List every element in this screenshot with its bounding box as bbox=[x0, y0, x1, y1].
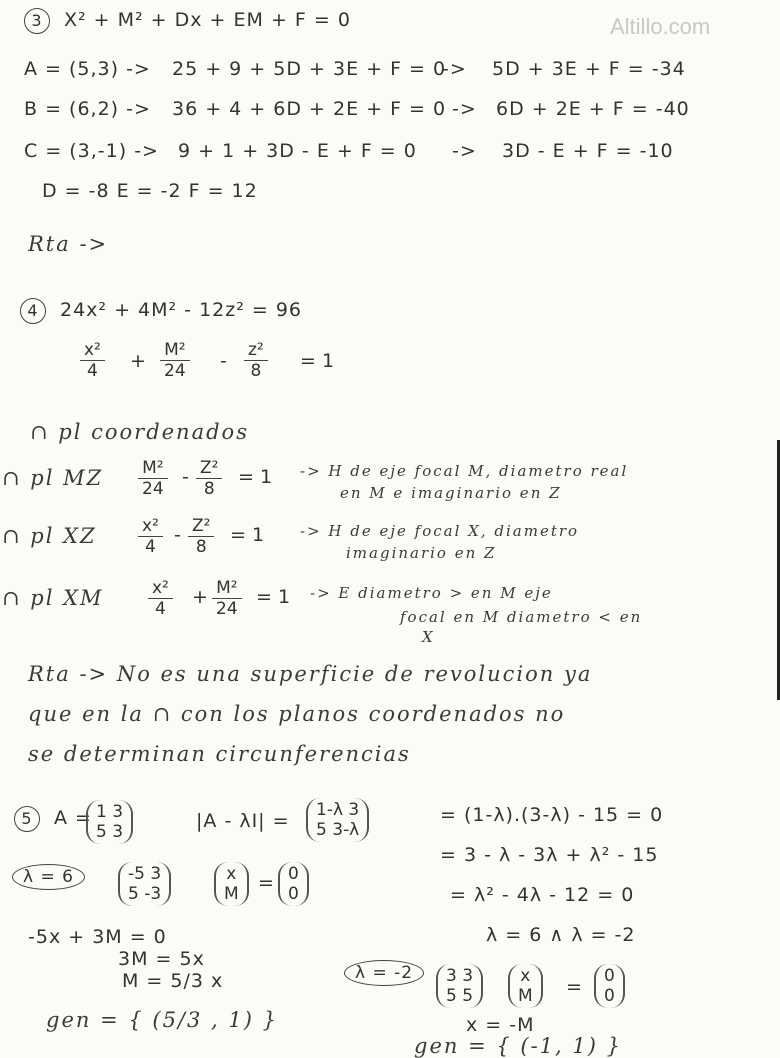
ex3-row-c-arrow: -> bbox=[452, 140, 477, 162]
ex5-sys2-zero-2: 0 bbox=[604, 986, 615, 1006]
ex4-plane-mz-op: - bbox=[182, 466, 189, 488]
ex4-frac2-den: 24 bbox=[164, 361, 186, 381]
ex5-det-matrix bbox=[306, 798, 369, 842]
ex3-solution: D = -8 E = -2 F = 12 bbox=[42, 180, 258, 202]
ex4-plane-xm-d1: 4 bbox=[155, 599, 166, 619]
ex5-det-step-1: = (1-λ).(3-λ) - 15 = 0 bbox=[440, 804, 664, 826]
ex3-row-c-expanded: 9 + 1 + 3D - E + F = 0 bbox=[178, 140, 417, 162]
ex5-number: 5 bbox=[14, 806, 40, 832]
ex5-lambda1: λ = 6 bbox=[12, 864, 85, 890]
ex4-plane-xm-n2: M² bbox=[212, 578, 242, 599]
ex4-plane-mz-desc2: en M e imaginario en Z bbox=[340, 484, 562, 502]
ex4-fraction-2 bbox=[160, 340, 190, 381]
ex4-op2: - bbox=[220, 350, 227, 372]
ex5-sys2-equals: = bbox=[566, 976, 582, 998]
ex5-sys1-zero bbox=[278, 862, 309, 906]
ex5-det-step-4: λ = 6 ∧ λ = -2 bbox=[486, 924, 636, 946]
ex5-det-matrix-row1: 1-λ 3 bbox=[316, 800, 360, 820]
ex3-rta: Rta -> bbox=[28, 232, 109, 256]
ex5-gen1: gen = { (5/3 , 1) } bbox=[46, 1008, 278, 1032]
watermark: Altillo.com bbox=[610, 14, 711, 39]
ex3-row-b-expanded: 36 + 4 + 6D + 2E + F = 0 bbox=[172, 98, 447, 120]
ex4-plane-xm-desc1: -> E diametro > en M eje bbox=[310, 584, 553, 602]
ex3-header bbox=[24, 8, 351, 34]
ex4-frac3-den: 8 bbox=[250, 361, 262, 381]
ex4-plane-xm-n1: x² bbox=[148, 578, 173, 599]
ex5-sys1-equals: = bbox=[258, 872, 274, 894]
ex5-sys1-matrix-row2: 5 -3 bbox=[128, 884, 162, 904]
ex4-rta-line-2: que en la ∩ con los planos coordenados no bbox=[28, 702, 566, 726]
ex4-plane-xm-desc3: X bbox=[422, 628, 435, 646]
ex3-row-b-result: 6D + 2E + F = -40 bbox=[496, 98, 690, 120]
ex5-sys1-matrix-row1: -5 3 bbox=[128, 864, 162, 884]
ex4-plane-mz-n2: Z² bbox=[196, 458, 222, 479]
ex4-plane-mz-d1: 24 bbox=[142, 479, 164, 499]
ex4-op1: + bbox=[130, 350, 146, 372]
ex4-intersect-title: ∩ pl coordenados bbox=[30, 420, 249, 444]
ex5-sys2-zero-1: 0 bbox=[604, 966, 615, 986]
ex5-sys1-zero-1: 0 bbox=[288, 864, 299, 884]
ex4-frac1-den: 4 bbox=[87, 361, 98, 381]
ex5-gen2: gen = { (-1, 1) } bbox=[414, 1034, 622, 1058]
ex4-plane-xz-frac1 bbox=[138, 516, 163, 557]
ex4-frac2-num: M² bbox=[160, 340, 190, 361]
ex3-row-a-expanded: 25 + 9 + 5D + 3E + F = 0 bbox=[172, 58, 447, 80]
ex4-plane-xz-desc1: -> H de eje focal X, diametro bbox=[300, 522, 580, 540]
ex4-plane-mz-desc1: -> H de eje focal M, diametro real bbox=[300, 462, 629, 480]
ex5-sys2-vector-x: x bbox=[520, 966, 531, 986]
ex5-work1-line2: 3M = 5x bbox=[118, 948, 205, 970]
ex5-det-matrix-row2: 5 3-λ bbox=[316, 820, 360, 840]
ex4-plane-mz-frac1 bbox=[138, 458, 168, 499]
ex5-sys2-matrix-row2: 5 5 bbox=[446, 986, 474, 1006]
ex4-plane-mz-frac2 bbox=[196, 458, 222, 499]
ex4-rta-line-3: se determinan circunferencias bbox=[28, 742, 411, 766]
ex5-sys1-vector-x: x bbox=[226, 864, 237, 884]
ex4-fraction-1 bbox=[80, 340, 105, 381]
ex5-det-step-3: = λ² - 4λ - 12 = 0 bbox=[450, 884, 635, 906]
ex4-plane-mz-rhs: = 1 bbox=[238, 466, 273, 488]
ex3-row-b-arrow: -> bbox=[452, 98, 477, 120]
ex4-plane-xz-d2: 8 bbox=[195, 537, 207, 557]
ex4-rta-line-1: Rta -> No es una superficie de revolucion ya bbox=[28, 662, 593, 686]
ex4-fraction-3 bbox=[244, 340, 268, 381]
ex5-lambda2-badge bbox=[344, 960, 424, 986]
ex5-header bbox=[14, 806, 92, 832]
ex5-det-label: |A - λI| = bbox=[196, 810, 290, 832]
ex4-frac3-num: z² bbox=[244, 340, 268, 361]
ex4-frac1-num: x² bbox=[80, 340, 105, 361]
ex4-equation: 24x² + 4M² - 12z² = 96 bbox=[60, 299, 303, 321]
ex3-equation: X² + M² + Dx + EM + F = 0 bbox=[64, 9, 351, 31]
ex3-row-a-result: 5D + 3E + F = -34 bbox=[492, 58, 686, 80]
ex5-sys2-matrix bbox=[436, 964, 483, 1008]
ex5-sys1-vector bbox=[214, 862, 249, 906]
ex4-plane-xm-desc2: focal en M diametro < en bbox=[400, 608, 643, 626]
ex5-work1-line1: -5x + 3M = 0 bbox=[28, 926, 167, 948]
ex4-plane-mz-label: ∩ pl MZ bbox=[2, 466, 104, 490]
ex5-matrix-a bbox=[86, 800, 133, 844]
ex5-matrix-label: A = bbox=[54, 807, 92, 829]
ex4-plane-xz-n2: Z² bbox=[188, 516, 214, 537]
ex3-row-a-arrow: -> bbox=[442, 58, 467, 80]
ex4-plane-xz-n1: x² bbox=[138, 516, 163, 537]
ex5-det-step-2: = 3 - λ - 3λ + λ² - 15 bbox=[440, 844, 659, 866]
ex4-plane-xm-d2: 24 bbox=[216, 599, 238, 619]
ex5-work1-line3: M = 5/3 x bbox=[122, 970, 224, 992]
ex5-sys1-matrix bbox=[118, 862, 171, 906]
ex4-plane-xz-desc2: imaginario en Z bbox=[346, 544, 497, 562]
ex4-plane-xm-label: ∩ pl XM bbox=[2, 586, 104, 610]
ex3-row-c-result: 3D - E + F = -10 bbox=[502, 140, 674, 162]
ex4-plane-xm-frac2 bbox=[212, 578, 242, 619]
ex5-matrix-a-row1: 1 3 bbox=[96, 802, 124, 822]
ex5-sys1-vector-m: M bbox=[224, 884, 239, 904]
ex5-sys2-vector-m: M bbox=[518, 986, 533, 1006]
ex3-number: 3 bbox=[24, 8, 50, 34]
ex4-plane-mz-n1: M² bbox=[138, 458, 168, 479]
ex4-plane-xm-op: + bbox=[192, 586, 208, 608]
ex5-sys2-vector bbox=[508, 964, 543, 1008]
ex4-plane-xz-frac2 bbox=[188, 516, 214, 557]
ex4-plane-xz-d1: 4 bbox=[145, 537, 156, 557]
ex4-plane-xz-label: ∩ pl XZ bbox=[2, 524, 97, 548]
ex4-plane-xm-frac1 bbox=[148, 578, 173, 619]
ex3-row-c-point: C = (3,-1) -> bbox=[24, 140, 159, 162]
ex4-plane-mz-d2: 8 bbox=[203, 479, 215, 499]
ex5-sys2-zero bbox=[594, 964, 625, 1008]
ex3-row-a-point: A = (5,3) -> bbox=[24, 58, 151, 80]
ex3-row-b-point: B = (6,2) -> bbox=[24, 98, 151, 120]
ex4-plane-xm-rhs: = 1 bbox=[256, 586, 291, 608]
ex4-plane-xz-op: - bbox=[174, 524, 181, 546]
ex5-matrix-a-row2: 5 3 bbox=[96, 822, 124, 842]
ex5-lambda2: λ = -2 bbox=[344, 960, 424, 986]
ex4-rhs: = 1 bbox=[300, 350, 335, 372]
ex5-lambda1-badge bbox=[12, 864, 85, 890]
ex4-number: 4 bbox=[20, 298, 46, 324]
ex5-work2: x = -M bbox=[466, 1014, 535, 1036]
ex5-sys2-matrix-row1: 3 3 bbox=[446, 966, 474, 986]
ex5-sys1-zero-2: 0 bbox=[288, 884, 299, 904]
ex4-plane-xz-rhs: = 1 bbox=[230, 524, 265, 546]
ex4-header bbox=[20, 298, 302, 324]
